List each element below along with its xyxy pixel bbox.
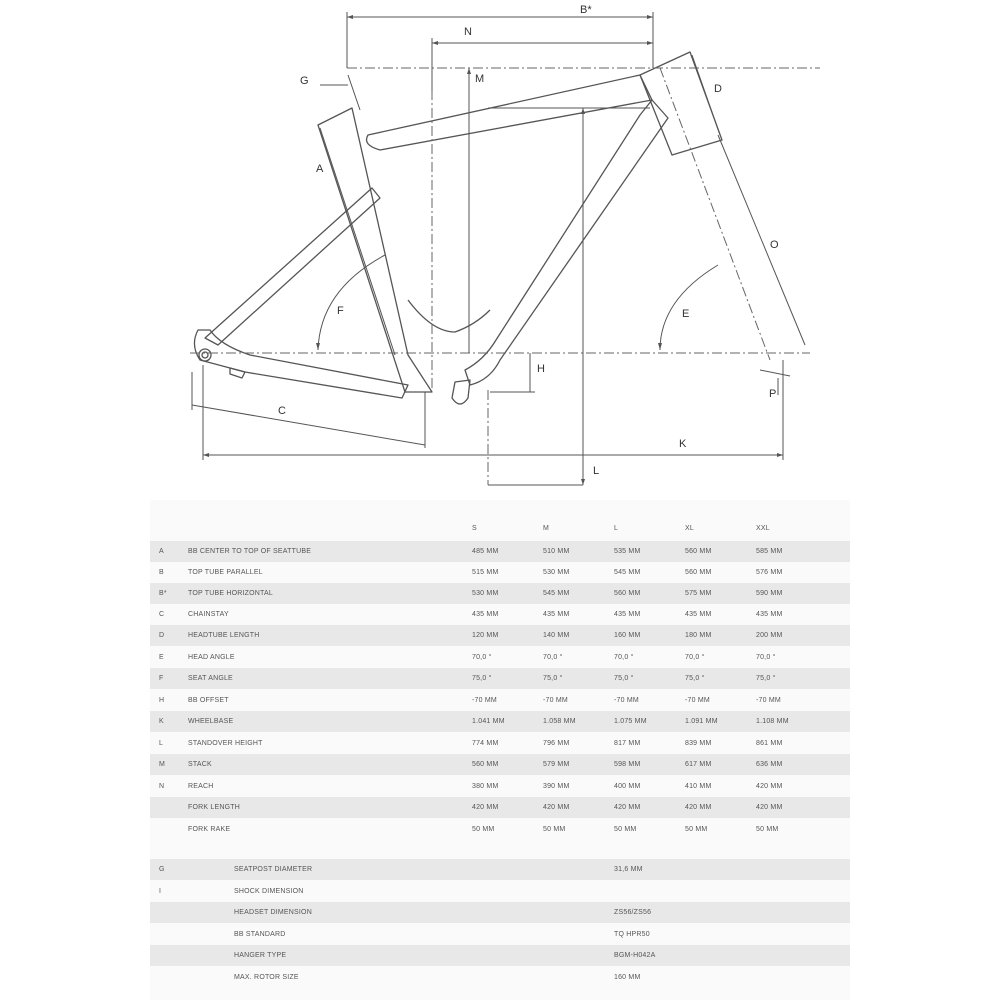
- value-xl: 410 MM: [685, 783, 712, 790]
- value-xl: 575 MM: [685, 590, 712, 597]
- value-xl: 435 MM: [685, 611, 712, 618]
- value-m: 50 MM: [543, 826, 566, 833]
- value-l: 598 MM: [614, 761, 641, 768]
- dim-label-p: P: [769, 388, 777, 400]
- spec-name: HEADSET DIMENSION: [234, 909, 312, 916]
- row-name: STANDOVER HEIGHT: [188, 740, 263, 747]
- dim-label-d: D: [714, 83, 722, 95]
- dim-label-c: C: [278, 405, 286, 417]
- value-m: 545 MM: [543, 590, 570, 597]
- value-xxl: -70 MM: [756, 697, 781, 704]
- geometry-table: [150, 500, 850, 1000]
- value-xxl: 50 MM: [756, 826, 779, 833]
- value-l: 817 MM: [614, 740, 641, 747]
- spec-row: [150, 881, 850, 902]
- table-header-row: [150, 525, 850, 535]
- value-m: -70 MM: [543, 697, 568, 704]
- bike-frame-outline: [194, 52, 722, 404]
- value-s: 380 MM: [472, 783, 499, 790]
- arrowheads: [203, 15, 783, 485]
- spec-code: G: [159, 866, 165, 873]
- spec-row: [150, 859, 850, 880]
- dim-label-o: O: [770, 239, 779, 251]
- value-xl: 560 MM: [685, 569, 712, 576]
- table-row: [150, 541, 850, 562]
- spec-name: BB STANDARD: [234, 931, 286, 938]
- value-xxl: 636 MM: [756, 761, 783, 768]
- row-name: BB CENTER TO TOP OF SEATTUBE: [188, 548, 312, 555]
- value-xl: 50 MM: [685, 826, 708, 833]
- spec-code: I: [159, 888, 162, 895]
- value-l: 535 MM: [614, 548, 641, 555]
- row-code: L: [159, 740, 164, 747]
- value-s: 70,0 °: [472, 654, 492, 661]
- value-l: 1.075 MM: [614, 718, 647, 725]
- value-xl: 180 MM: [685, 632, 712, 639]
- dim-label-n: N: [464, 26, 472, 38]
- spec-value: 31,6 MM: [614, 866, 643, 873]
- row-name: TOP TUBE PARALLEL: [188, 569, 263, 576]
- value-s: 774 MM: [472, 740, 499, 747]
- value-s: 530 MM: [472, 590, 499, 597]
- value-xl: -70 MM: [685, 697, 710, 704]
- value-s: 435 MM: [472, 611, 499, 618]
- spec-value: ZS56/ZS56: [614, 909, 652, 916]
- value-l: -70 MM: [614, 697, 639, 704]
- value-xxl: 590 MM: [756, 590, 783, 597]
- value-s: 560 MM: [472, 761, 499, 768]
- value-xl: 839 MM: [685, 740, 712, 747]
- dim-label-f: F: [337, 305, 344, 317]
- value-l: 50 MM: [614, 826, 637, 833]
- value-s: 50 MM: [472, 826, 495, 833]
- row-name: REACH: [188, 783, 214, 790]
- value-m: 435 MM: [543, 611, 570, 618]
- value-xxl: 70,0 °: [756, 654, 776, 661]
- value-s: 485 MM: [472, 548, 499, 555]
- dim-label-e: E: [682, 308, 690, 320]
- value-xl: 70,0 °: [685, 654, 705, 661]
- value-l: 435 MM: [614, 611, 641, 618]
- value-xxl: 576 MM: [756, 569, 783, 576]
- value-xl: 1.091 MM: [685, 718, 718, 725]
- value-m: 390 MM: [543, 783, 570, 790]
- size-header-xl: XL: [685, 525, 694, 532]
- table-row: [150, 604, 850, 625]
- value-m: 420 MM: [543, 804, 570, 811]
- row-code: M: [159, 761, 166, 768]
- size-header-l: L: [614, 525, 619, 532]
- value-xxl: 1.108 MM: [756, 718, 789, 725]
- table-row: [150, 668, 850, 689]
- row-code: A: [159, 548, 164, 555]
- table-row: [150, 819, 850, 840]
- value-l: 560 MM: [614, 590, 641, 597]
- value-s: 75,0 °: [472, 675, 492, 682]
- value-l: 420 MM: [614, 804, 641, 811]
- value-s: -70 MM: [472, 697, 497, 704]
- row-code: K: [159, 718, 164, 725]
- spec-value: 160 MM: [614, 974, 641, 981]
- geometry-centerlines: [190, 68, 820, 485]
- dim-label-g: G: [300, 75, 309, 87]
- value-xl: 617 MM: [685, 761, 712, 768]
- value-xxl: 200 MM: [756, 632, 783, 639]
- value-l: 75,0 °: [614, 675, 634, 682]
- value-m: 530 MM: [543, 569, 570, 576]
- value-m: 70,0 °: [543, 654, 563, 661]
- dim-label-k: K: [679, 438, 687, 450]
- dim-label-h: H: [537, 363, 545, 375]
- value-l: 400 MM: [614, 783, 641, 790]
- value-m: 140 MM: [543, 632, 570, 639]
- value-l: 160 MM: [614, 632, 641, 639]
- table-row: [150, 733, 850, 754]
- value-xxl: 435 MM: [756, 611, 783, 618]
- table-row: [150, 647, 850, 668]
- spec-name: HANGER TYPE: [234, 952, 287, 959]
- value-m: 75,0 °: [543, 675, 563, 682]
- row-code: B*: [159, 590, 167, 597]
- value-m: 796 MM: [543, 740, 570, 747]
- table-row: [150, 690, 850, 711]
- row-name: FORK RAKE: [188, 826, 231, 833]
- value-m: 510 MM: [543, 548, 570, 555]
- size-header-s: S: [472, 525, 477, 532]
- value-l: 70,0 °: [614, 654, 634, 661]
- value-xxl: 585 MM: [756, 548, 783, 555]
- row-code: H: [159, 697, 165, 704]
- value-xxl: 420 MM: [756, 804, 783, 811]
- value-xl: 560 MM: [685, 548, 712, 555]
- table-row: [150, 754, 850, 775]
- value-xl: 75,0 °: [685, 675, 705, 682]
- row-code: F: [159, 675, 164, 682]
- row-name: STACK: [188, 761, 212, 768]
- row-name: BB OFFSET: [188, 697, 229, 704]
- table-row: [150, 625, 850, 646]
- row-code: B: [159, 569, 164, 576]
- value-xxl: 420 MM: [756, 783, 783, 790]
- value-xxl: 861 MM: [756, 740, 783, 747]
- row-code: E: [159, 654, 164, 661]
- row-name: TOP TUBE HORIZONTAL: [188, 590, 273, 597]
- spec-name: SHOCK DIMENSION: [234, 888, 304, 895]
- row-name: WHEELBASE: [188, 718, 234, 725]
- table-row: [150, 797, 850, 818]
- value-s: 120 MM: [472, 632, 499, 639]
- row-code: C: [159, 611, 165, 618]
- value-s: 420 MM: [472, 804, 499, 811]
- row-name: SEAT ANGLE: [188, 675, 233, 682]
- table-row: [150, 711, 850, 732]
- value-xxl: 75,0 °: [756, 675, 776, 682]
- value-l: 545 MM: [614, 569, 641, 576]
- dim-label-b-star: B*: [580, 4, 592, 16]
- row-name: FORK LENGTH: [188, 804, 240, 811]
- table-row: [150, 583, 850, 604]
- row-name: HEAD ANGLE: [188, 654, 235, 661]
- spec-name: MAX. ROTOR SIZE: [234, 974, 299, 981]
- table-row: [150, 776, 850, 797]
- row-code: D: [159, 632, 165, 639]
- value-s: 515 MM: [472, 569, 499, 576]
- dim-label-m: M: [475, 73, 485, 85]
- row-code: N: [159, 783, 165, 790]
- value-m: 1.058 MM: [543, 718, 576, 725]
- value-m: 579 MM: [543, 761, 570, 768]
- spec-row: [150, 945, 850, 966]
- size-header-m: M: [543, 525, 550, 532]
- spec-row: [150, 967, 850, 988]
- row-name: CHAINSTAY: [188, 611, 229, 618]
- size-header-xxl: XXL: [756, 525, 770, 532]
- dim-label-l: L: [593, 465, 600, 477]
- spec-value: TQ HPR50: [614, 931, 650, 938]
- spec-value: BGM-H042A: [614, 952, 656, 959]
- dim-label-a: A: [316, 163, 324, 175]
- spec-row: [150, 924, 850, 945]
- value-s: 1.041 MM: [472, 718, 505, 725]
- row-name: HEADTUBE LENGTH: [188, 632, 260, 639]
- spec-row: [150, 902, 850, 923]
- value-xl: 420 MM: [685, 804, 712, 811]
- table-row: [150, 562, 850, 583]
- spec-name: SEATPOST DIAMETER: [234, 866, 313, 873]
